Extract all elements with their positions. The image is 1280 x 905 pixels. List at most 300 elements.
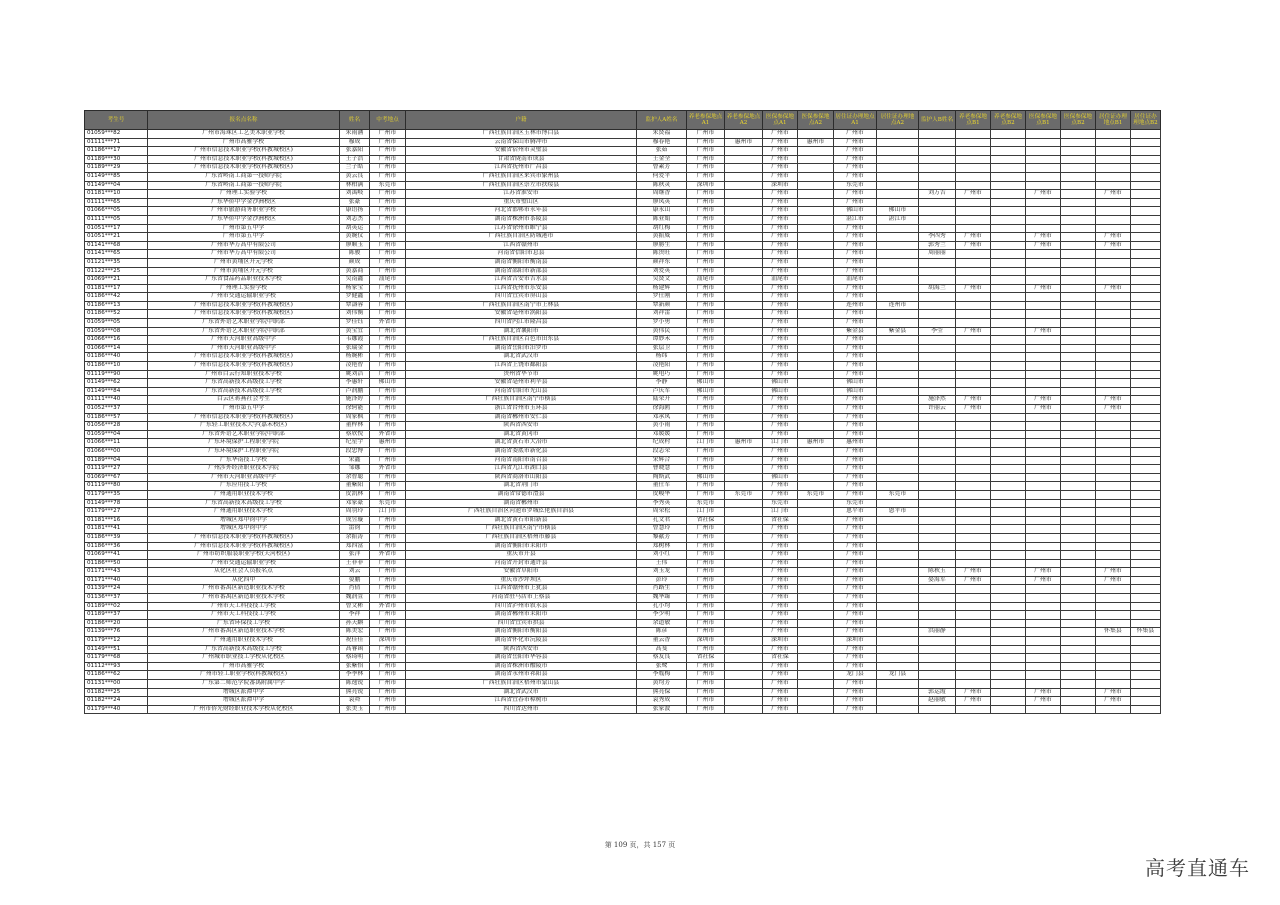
table-cell bbox=[956, 224, 991, 233]
table-cell: 黄宝宜 bbox=[340, 327, 370, 336]
table-cell bbox=[1026, 258, 1061, 267]
table-cell: 张瑞金 bbox=[340, 344, 370, 353]
table-row bbox=[85, 508, 1161, 517]
table-row bbox=[85, 147, 1161, 156]
table-cell bbox=[798, 241, 834, 250]
table-cell: 广东省环保技工学校 bbox=[148, 619, 340, 628]
table-cell bbox=[877, 310, 919, 319]
table-cell bbox=[991, 215, 1026, 224]
table-cell: 彭玲 bbox=[637, 576, 687, 585]
table-cell bbox=[956, 611, 991, 620]
table-cell: 广州市 bbox=[834, 155, 877, 164]
table-row bbox=[85, 396, 1161, 405]
table-cell: 东莞市 bbox=[725, 490, 763, 499]
table-cell bbox=[956, 147, 991, 156]
table-cell: 河北省邯郸市永年县 bbox=[406, 207, 637, 216]
table-cell bbox=[956, 250, 991, 259]
table-cell: 广州市 bbox=[370, 619, 406, 628]
table-cell bbox=[919, 422, 956, 431]
table-cell bbox=[991, 637, 1026, 646]
table-cell bbox=[725, 353, 763, 362]
table-cell: 广州市 bbox=[763, 353, 798, 362]
table-cell bbox=[1061, 619, 1096, 628]
table-cell: 广州市 bbox=[370, 422, 406, 431]
table-cell: 广州市 bbox=[763, 559, 798, 568]
table-cell bbox=[1026, 533, 1061, 542]
table-cell: 广州市 bbox=[763, 284, 798, 293]
table-cell: 广州市 bbox=[834, 233, 877, 242]
table-cell bbox=[877, 628, 919, 637]
table-cell: 肖路生 bbox=[637, 585, 687, 594]
table-cell bbox=[1096, 439, 1131, 448]
table-cell bbox=[1131, 619, 1161, 628]
table-cell bbox=[991, 533, 1026, 542]
table-cell bbox=[725, 611, 763, 620]
table-cell: 胡红梅 bbox=[637, 224, 687, 233]
table-cell: 广东省食品药品职业技术学校 bbox=[148, 276, 340, 285]
table-cell: 广州市 bbox=[1096, 688, 1131, 697]
table-cell: 惠州市 bbox=[798, 138, 834, 147]
table-cell: 周家枫 bbox=[340, 413, 370, 422]
table-cell: 01141***65 bbox=[85, 250, 148, 259]
table-cell: 广州市 bbox=[370, 585, 406, 594]
table-cell: 陕西省西安市 bbox=[406, 422, 637, 431]
table-cell: 增城区派潭中学 bbox=[148, 697, 340, 706]
table-cell bbox=[1131, 576, 1161, 585]
table-cell bbox=[1026, 611, 1061, 620]
table-cell: 广州市 bbox=[834, 172, 877, 181]
table-cell bbox=[1026, 172, 1061, 181]
table-cell bbox=[1026, 654, 1061, 663]
table-cell: 广州市 bbox=[763, 198, 798, 207]
table-cell: 广州市 bbox=[763, 190, 798, 199]
table-cell bbox=[1096, 654, 1131, 663]
table-cell: 凌艳阳 bbox=[637, 362, 687, 371]
table-cell: 01059***04 bbox=[85, 430, 148, 439]
table-cell bbox=[919, 447, 956, 456]
table-cell bbox=[919, 465, 956, 474]
table-cell bbox=[1061, 654, 1096, 663]
table-cell bbox=[1061, 542, 1096, 551]
table-cell: 杨婉彬 bbox=[340, 353, 370, 362]
table-cell bbox=[725, 336, 763, 345]
table-cell bbox=[725, 559, 763, 568]
table-cell bbox=[956, 447, 991, 456]
table-cell: 广州市 bbox=[370, 576, 406, 585]
table-cell: 刘云 bbox=[340, 568, 370, 577]
table-cell: 广州市 bbox=[834, 594, 877, 603]
table-cell bbox=[991, 499, 1026, 508]
table-cell: 广州市 bbox=[834, 267, 877, 276]
column-header: 姓名 bbox=[340, 111, 370, 130]
table-cell: 广州市 bbox=[834, 422, 877, 431]
table-cell bbox=[1131, 250, 1161, 259]
table-cell bbox=[798, 198, 834, 207]
table-cell bbox=[1061, 310, 1096, 319]
table-cell bbox=[798, 344, 834, 353]
column-header: 养老参保地点B2 bbox=[991, 111, 1026, 130]
table-cell: 广州市 bbox=[687, 413, 725, 422]
table-row bbox=[85, 533, 1161, 542]
table-cell bbox=[798, 190, 834, 199]
table-cell bbox=[877, 499, 919, 508]
table-cell: 广州市 bbox=[687, 645, 725, 654]
table-cell: 广东省高新技术高级技工学校 bbox=[148, 499, 340, 508]
table-cell bbox=[956, 430, 991, 439]
table-cell bbox=[877, 130, 919, 139]
table-cell bbox=[1026, 499, 1061, 508]
table-cell bbox=[1131, 542, 1161, 551]
table-cell bbox=[1061, 688, 1096, 697]
table-cell: 广州市 bbox=[834, 542, 877, 551]
table-cell: 广州市 bbox=[687, 542, 725, 551]
table-cell: 佛山市 bbox=[834, 387, 877, 396]
table-cell bbox=[956, 473, 991, 482]
table-cell: 陈骏 bbox=[340, 250, 370, 259]
table-cell: 广州市 bbox=[370, 164, 406, 173]
table-cell bbox=[725, 172, 763, 181]
table-cell: 广州市 bbox=[763, 336, 798, 345]
table-cell: 四川省内江市隆昌县 bbox=[406, 319, 637, 328]
table-cell: 张嘉阳 bbox=[340, 147, 370, 156]
table-cell: 广州市 bbox=[956, 284, 991, 293]
table-cell: 广州市 bbox=[1096, 576, 1131, 585]
table-cell: 广东省外语艺术职业学院中职部 bbox=[148, 327, 340, 336]
column-header: 居住证办理地点A1 bbox=[834, 111, 877, 130]
table-cell: 01181***17 bbox=[85, 284, 148, 293]
table-cell bbox=[991, 456, 1026, 465]
table-cell: 广州市 bbox=[687, 594, 725, 603]
table-cell: 广州市 bbox=[687, 319, 725, 328]
table-cell bbox=[956, 155, 991, 164]
table-cell bbox=[991, 490, 1026, 499]
table-cell bbox=[1096, 207, 1131, 216]
table-cell: 江西省抚州市广昌县 bbox=[406, 164, 637, 173]
table-row bbox=[85, 439, 1161, 448]
table-cell: 广州市 bbox=[763, 147, 798, 156]
table-cell bbox=[1061, 576, 1096, 585]
table-cell bbox=[725, 662, 763, 671]
table-cell: 广州市 bbox=[370, 680, 406, 689]
table-cell: 陈彦 bbox=[637, 628, 687, 637]
table-cell: 广州市 bbox=[763, 233, 798, 242]
table-cell: 广州市 bbox=[834, 164, 877, 173]
table-cell bbox=[991, 319, 1026, 328]
table-cell bbox=[991, 293, 1026, 302]
table-cell bbox=[1061, 662, 1096, 671]
table-cell: 湖南省岳阳市华容县 bbox=[406, 654, 637, 663]
table-cell: 广西壮族自治区防城港市 bbox=[406, 233, 637, 242]
table-cell bbox=[991, 190, 1026, 199]
table-cell bbox=[991, 250, 1026, 259]
table-cell bbox=[919, 130, 956, 139]
table-cell: 01051***21 bbox=[85, 233, 148, 242]
table-cell bbox=[877, 344, 919, 353]
table-cell bbox=[798, 336, 834, 345]
table-cell: 广州市 bbox=[834, 258, 877, 267]
table-cell bbox=[877, 422, 919, 431]
table-cell: 广州市番禺区新造职业技术学校 bbox=[148, 594, 340, 603]
table-cell: 广州市 bbox=[763, 447, 798, 456]
table-cell: 广州市 bbox=[687, 241, 725, 250]
table-cell bbox=[725, 250, 763, 259]
table-cell: 湖南省永州市祁阳县 bbox=[406, 671, 637, 680]
table-cell bbox=[1131, 267, 1161, 276]
table-cell: 广州市 bbox=[834, 654, 877, 663]
table-cell: 广州市 bbox=[763, 619, 798, 628]
table-cell: 广州市 bbox=[687, 533, 725, 542]
table-cell bbox=[1026, 559, 1061, 568]
table-cell: 湛江市 bbox=[877, 215, 919, 224]
table-cell: 广州市 bbox=[763, 155, 798, 164]
table-cell: 广州市海珠区工艺美术职业学校 bbox=[148, 130, 340, 139]
table-cell: 徐轲能 bbox=[340, 405, 370, 414]
table-cell: 广州市 bbox=[763, 396, 798, 405]
table-cell: 广州市 bbox=[687, 568, 725, 577]
table-cell bbox=[1061, 430, 1096, 439]
table-cell: 江西省吉安市吉水县 bbox=[406, 276, 637, 285]
table-cell: 东莞市 bbox=[370, 181, 406, 190]
table-cell: 广东省外语艺术职业学院中职部 bbox=[148, 319, 340, 328]
table-cell bbox=[1131, 224, 1161, 233]
table-row bbox=[85, 525, 1161, 534]
table-cell bbox=[991, 241, 1026, 250]
table-cell: 01119***27 bbox=[85, 465, 148, 474]
table-cell: 广州市 bbox=[370, 190, 406, 199]
table-cell: 朱雨涵 bbox=[340, 130, 370, 139]
table-cell: 甘肃省陇南市成县 bbox=[406, 155, 637, 164]
table-cell: 广州市 bbox=[370, 516, 406, 525]
table-cell bbox=[725, 705, 763, 714]
table-cell bbox=[1131, 172, 1161, 181]
table-cell bbox=[1061, 155, 1096, 164]
table-cell: 广州市 bbox=[687, 490, 725, 499]
table-cell: 广州市 bbox=[763, 422, 798, 431]
table-cell bbox=[1061, 456, 1096, 465]
table-row bbox=[85, 602, 1161, 611]
table-cell: 广州市 bbox=[687, 525, 725, 534]
table-cell: 广东省外语艺术职业学院中职部 bbox=[148, 430, 340, 439]
table-cell bbox=[1061, 413, 1096, 422]
table-cell: 连州市 bbox=[877, 301, 919, 310]
table-cell: 江门市 bbox=[687, 439, 725, 448]
table-cell bbox=[919, 207, 956, 216]
table-cell: 01186***17 bbox=[85, 147, 148, 156]
table-cell: 广州市 bbox=[834, 628, 877, 637]
table-cell: 湖南省郴州市 bbox=[406, 499, 637, 508]
table-cell: 01186***20 bbox=[85, 619, 148, 628]
column-header: 养老参保地点A1 bbox=[687, 111, 725, 130]
table-cell: 广州市 bbox=[834, 551, 877, 560]
table-cell bbox=[991, 602, 1026, 611]
table-cell bbox=[1096, 482, 1131, 491]
table-cell: 广州市 bbox=[834, 585, 877, 594]
table-cell bbox=[1096, 671, 1131, 680]
table-cell: 河南省南阳市南召县 bbox=[406, 456, 637, 465]
table-cell: 广州市 bbox=[834, 396, 877, 405]
table-cell bbox=[798, 654, 834, 663]
table-cell: 广州市 bbox=[687, 215, 725, 224]
table-cell: 01131***00 bbox=[85, 680, 148, 689]
table-cell: 颜祥东 bbox=[637, 258, 687, 267]
table-cell: 广州市 bbox=[834, 645, 877, 654]
table-cell bbox=[877, 447, 919, 456]
table-cell bbox=[798, 207, 834, 216]
table-cell: 广州市 bbox=[763, 611, 798, 620]
table-cell bbox=[956, 465, 991, 474]
table-cell: 01066***05 bbox=[85, 207, 148, 216]
table-cell bbox=[1026, 155, 1061, 164]
table-cell: 湖南省株洲市醴陵市 bbox=[406, 662, 637, 671]
table-cell: 魏润萱 bbox=[340, 594, 370, 603]
column-header: 居住证办理地点A2 bbox=[877, 111, 919, 130]
table-cell bbox=[919, 551, 956, 560]
table-cell bbox=[877, 602, 919, 611]
table-cell bbox=[1061, 490, 1096, 499]
table-cell bbox=[956, 662, 991, 671]
table-cell bbox=[1026, 490, 1061, 499]
table-cell bbox=[991, 465, 1026, 474]
table-cell bbox=[1026, 301, 1061, 310]
table-cell: 陈贵旺 bbox=[637, 250, 687, 259]
table-cell: 广州市 bbox=[763, 258, 798, 267]
table-cell: 张紫怡 bbox=[340, 662, 370, 671]
table-cell: 佛山市 bbox=[834, 379, 877, 388]
table-cell bbox=[798, 447, 834, 456]
table-cell bbox=[877, 413, 919, 422]
table-cell: 惠州市 bbox=[725, 138, 763, 147]
table-row bbox=[85, 611, 1161, 620]
table-cell bbox=[1131, 387, 1161, 396]
table-cell bbox=[956, 619, 991, 628]
table-cell bbox=[1096, 413, 1131, 422]
table-cell bbox=[1061, 233, 1096, 242]
table-cell: 李少明 bbox=[637, 611, 687, 620]
table-cell: 广州市 bbox=[834, 482, 877, 491]
table-cell bbox=[1131, 551, 1161, 560]
table-cell: 广州市 bbox=[370, 138, 406, 147]
table-cell bbox=[1131, 602, 1161, 611]
table-cell: 吴贤文 bbox=[637, 276, 687, 285]
table-cell: 曾文彬 bbox=[340, 602, 370, 611]
table-cell bbox=[1096, 602, 1131, 611]
table-row bbox=[85, 164, 1161, 173]
table-cell: 广州市 bbox=[956, 233, 991, 242]
table-cell: 广州市 bbox=[834, 405, 877, 414]
table-cell: 广州市 bbox=[370, 241, 406, 250]
table-cell: 01179***27 bbox=[85, 508, 148, 517]
table-cell bbox=[1061, 439, 1096, 448]
table-cell bbox=[1061, 319, 1096, 328]
table-cell bbox=[1096, 147, 1131, 156]
table-cell: 外省市 bbox=[370, 602, 406, 611]
table-cell: 广州市高雅学校 bbox=[148, 662, 340, 671]
table-cell: 广州市 bbox=[763, 671, 798, 680]
table-row bbox=[85, 198, 1161, 207]
table-cell: 广州市 bbox=[956, 241, 991, 250]
table-cell: 广州市 bbox=[834, 413, 877, 422]
table-cell: 01119***90 bbox=[85, 370, 148, 379]
table-cell bbox=[991, 516, 1026, 525]
table-cell: 深圳市 bbox=[370, 637, 406, 646]
table-cell: 佛山市 bbox=[834, 207, 877, 216]
table-cell bbox=[1131, 301, 1161, 310]
table-row bbox=[85, 568, 1161, 577]
table-cell bbox=[1026, 293, 1061, 302]
table-cell: 湖南省邵阳市新邵县 bbox=[406, 267, 637, 276]
table-cell: 广州市 bbox=[370, 413, 406, 422]
table-cell bbox=[919, 198, 956, 207]
table-cell: 广州市信息技术职业学校(科教城校区) bbox=[148, 542, 340, 551]
table-cell: 广西壮族自治区崇左市扶绥县 bbox=[406, 181, 637, 190]
table-cell: 广州市 bbox=[687, 250, 725, 259]
table-cell: 01121***35 bbox=[85, 258, 148, 267]
table-cell bbox=[1061, 190, 1096, 199]
table-cell bbox=[1096, 542, 1131, 551]
table-cell bbox=[725, 310, 763, 319]
table-cell: 广州市 bbox=[1096, 241, 1131, 250]
table-cell bbox=[1061, 241, 1096, 250]
table-cell: 曾素芳 bbox=[637, 164, 687, 173]
table-cell: 广西壮族自治区梧州市蒙山县 bbox=[406, 680, 637, 689]
table-cell bbox=[1061, 387, 1096, 396]
table-cell: 广东省高新技术高级技工学校 bbox=[148, 387, 340, 396]
table-cell: 广州市 bbox=[370, 705, 406, 714]
table-cell: 广州市 bbox=[370, 387, 406, 396]
table-cell: 惠州市 bbox=[798, 439, 834, 448]
table-cell: 广州市 bbox=[763, 482, 798, 491]
table-cell: 01051***17 bbox=[85, 224, 148, 233]
table-cell bbox=[956, 705, 991, 714]
table-cell bbox=[1131, 284, 1161, 293]
table-cell bbox=[1131, 465, 1161, 474]
table-cell: 广州市 bbox=[687, 344, 725, 353]
table-cell: 黄嘉商 bbox=[340, 267, 370, 276]
table-cell: 广州市 bbox=[687, 465, 725, 474]
table-cell bbox=[1131, 662, 1161, 671]
table-cell bbox=[725, 413, 763, 422]
table-cell: 广州市 bbox=[834, 680, 877, 689]
table-cell bbox=[877, 172, 919, 181]
table-row bbox=[85, 576, 1161, 585]
table-cell bbox=[1026, 422, 1061, 431]
table-cell bbox=[956, 516, 991, 525]
table-cell bbox=[919, 473, 956, 482]
table-cell: 罗佳钰 bbox=[340, 319, 370, 328]
registration-table bbox=[84, 110, 1161, 714]
table-cell bbox=[991, 370, 1026, 379]
table-cell bbox=[1026, 353, 1061, 362]
table-cell: 佛山市 bbox=[877, 207, 919, 216]
table-cell: 01069***67 bbox=[85, 473, 148, 482]
table-cell: 广州市 bbox=[956, 697, 991, 706]
table-cell: 孙天麒 bbox=[340, 619, 370, 628]
table-cell bbox=[919, 147, 956, 156]
table-cell bbox=[1026, 645, 1061, 654]
table-cell: 江西省九江市湖口县 bbox=[406, 465, 637, 474]
table-cell bbox=[991, 207, 1026, 216]
table-row bbox=[85, 705, 1161, 714]
table-cell: 广州市 bbox=[834, 576, 877, 585]
table-cell bbox=[725, 594, 763, 603]
table-cell: 01059***08 bbox=[85, 327, 148, 336]
table-cell: 01111***05 bbox=[85, 215, 148, 224]
table-cell: 广州市黄埔区开元学校 bbox=[148, 267, 340, 276]
table-cell: 广州市 bbox=[687, 207, 725, 216]
table-cell: 广州市 bbox=[1096, 396, 1131, 405]
table-cell: 01181***10 bbox=[85, 190, 148, 199]
table-cell: 广州市 bbox=[1026, 405, 1061, 414]
